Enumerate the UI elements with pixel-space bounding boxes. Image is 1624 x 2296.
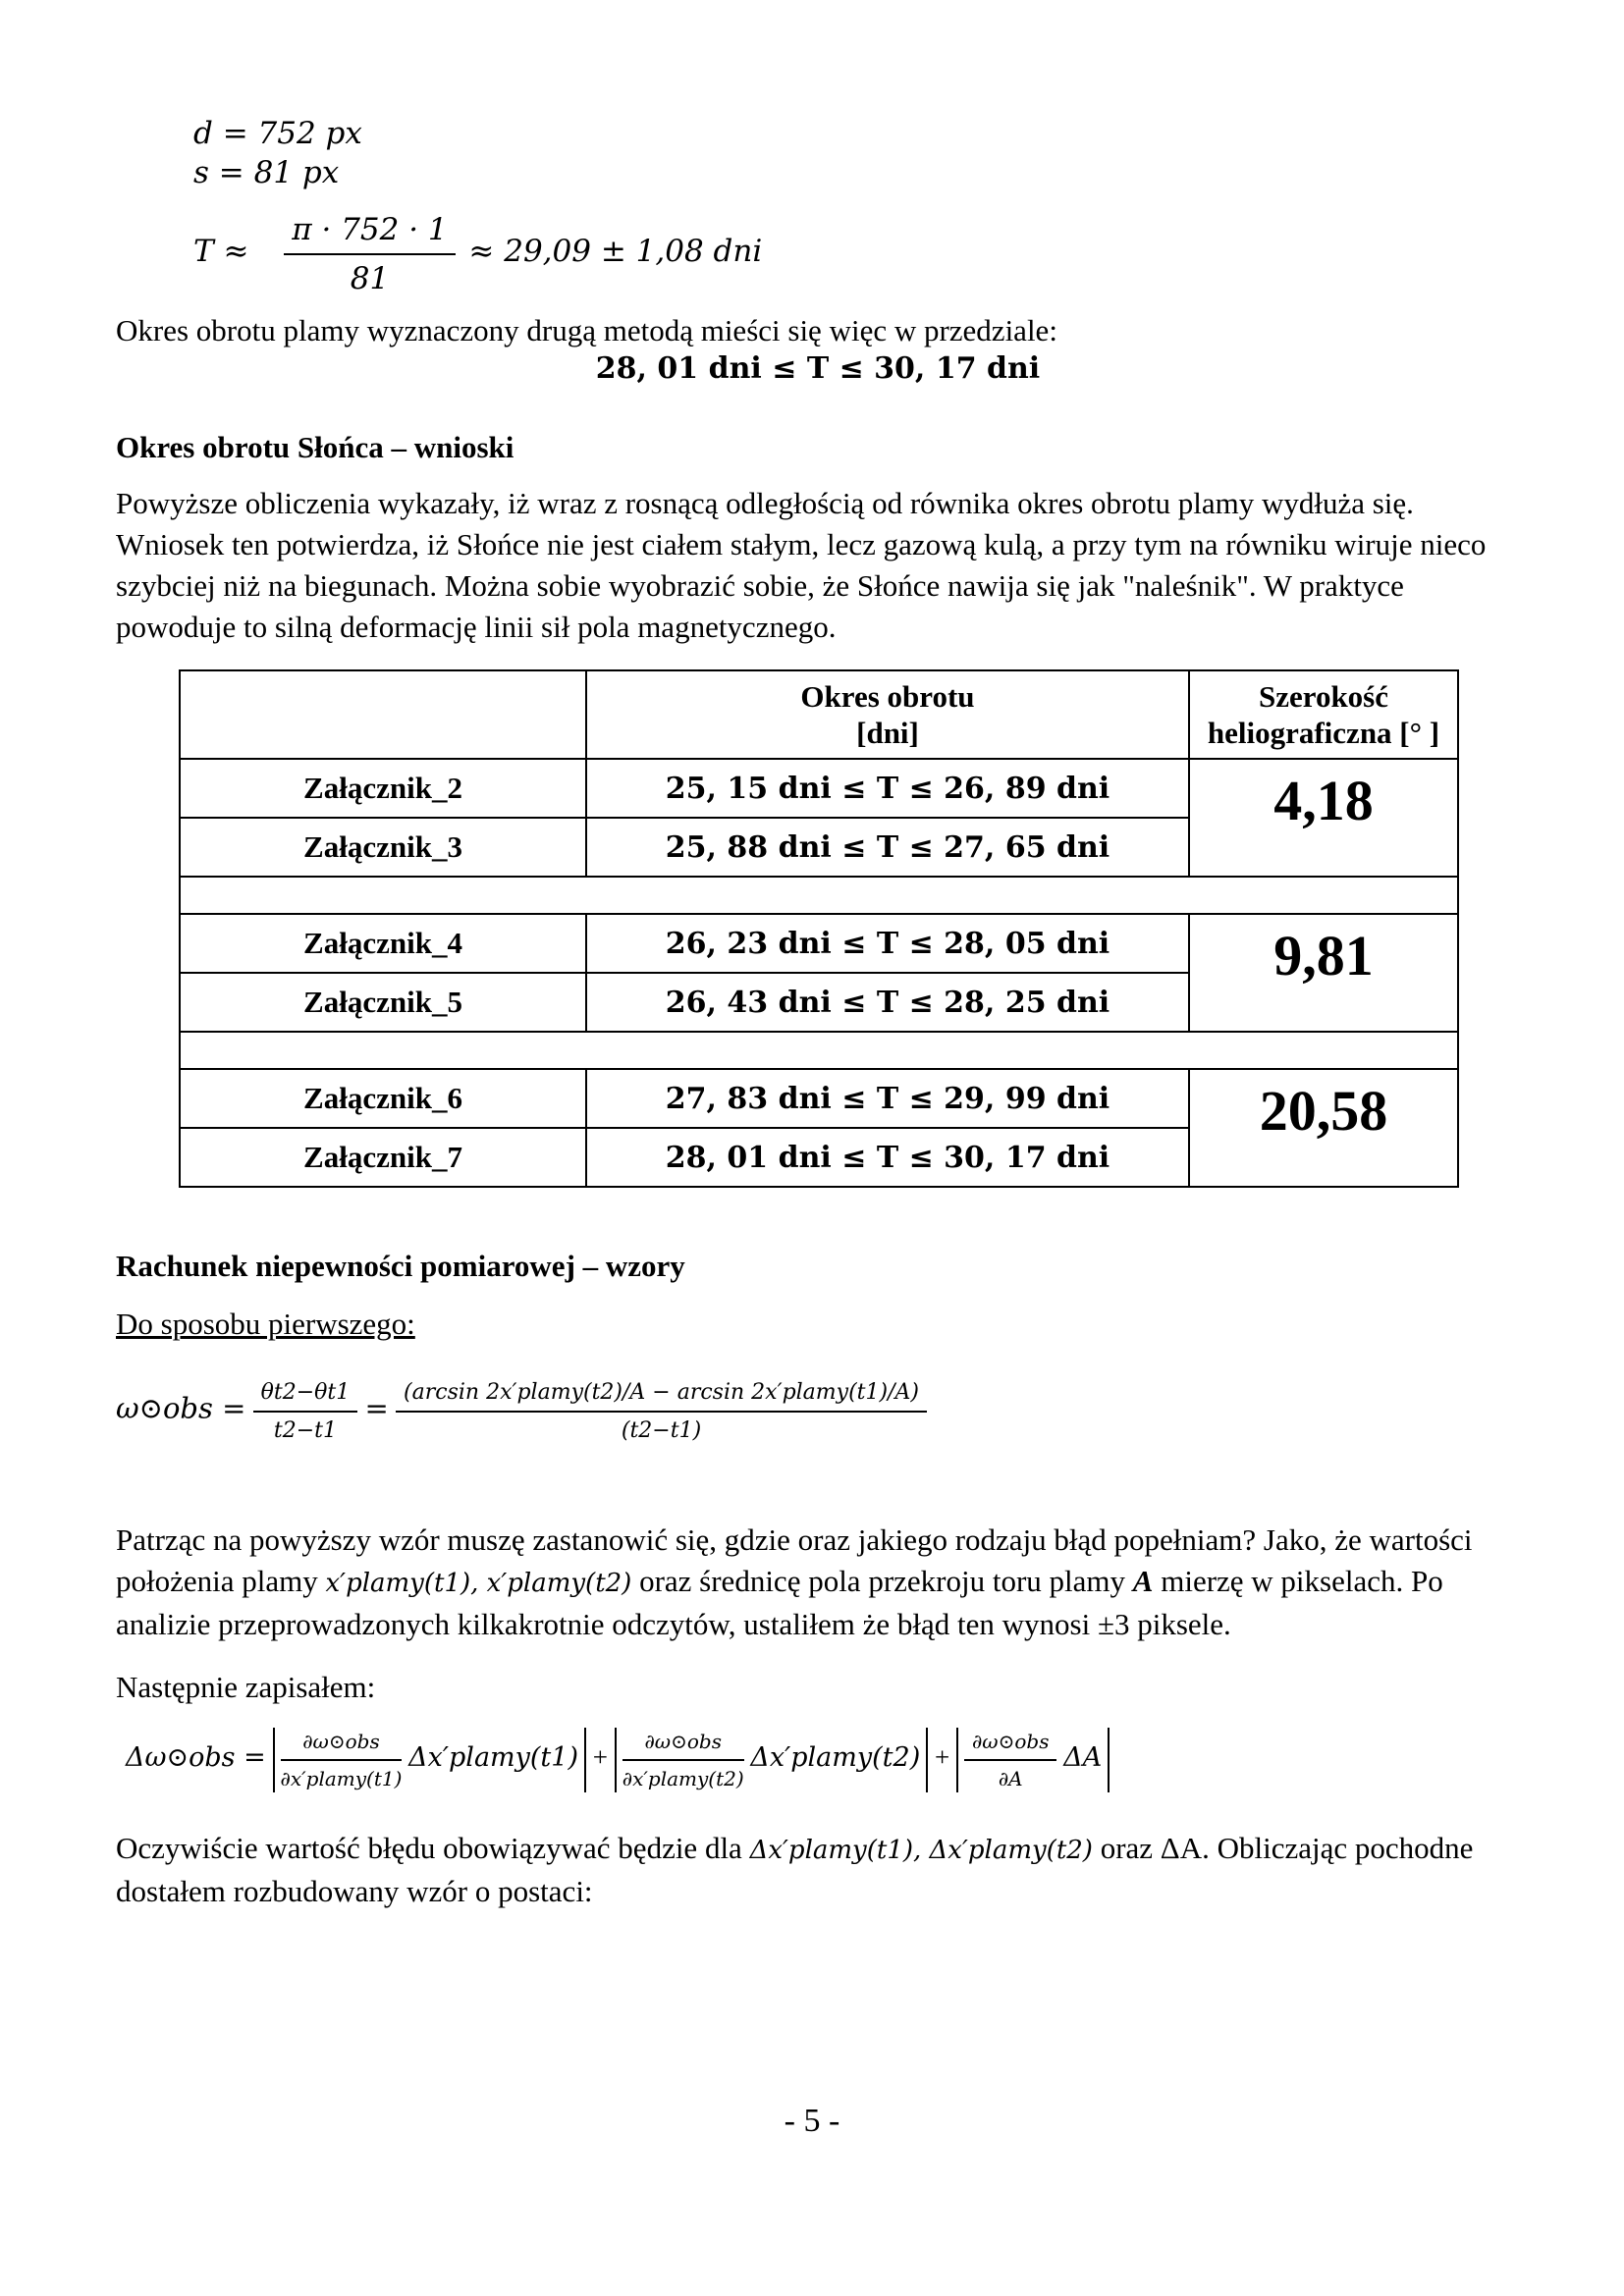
period-result: ≈ 29,09 ± 1,08 dni xyxy=(468,234,763,270)
uncertainty-paragraph-1: Patrząc na powyższy wzór muszę zastanowić się, gdzie oraz jakiego rodzaju błąd popełniam? Jako, że wartości położenia plamy x′plamy(t1), x′plamy(t2) oraz średnicę pola przekroju toru plamy A mierzę w pikselach. Po analizie przeprowadzonych kilkakrotnie odczytów, ustaliłem że błąd ten wynosi ±3 piksele. xyxy=(116,1522,1473,1641)
header-latitude: Szerokość heliograficzna [° ] xyxy=(1189,670,1458,759)
attachment-name: Załącznik_2 xyxy=(180,759,586,818)
interval-result: 28, 01 dni ≤ T ≤ 30, 17 dni xyxy=(595,351,1041,386)
table-spacer-row xyxy=(180,1032,1458,1069)
period-fraction xyxy=(284,212,455,296)
term-1: $\frac{\text{∂ω⊙obs}}{\text{∂x′plamy(t1)}}$ Δx′plamy(t1) xyxy=(273,1728,587,1792)
period-range: 26, 23 dni ≤ T ≤ 28, 05 dni xyxy=(586,914,1189,973)
term-3: $\frac{\text{∂ω⊙obs}}{\partial A}$ ΔA xyxy=(956,1728,1110,1792)
d-equation: d = 752 px xyxy=(193,116,362,151)
table-spacer-row xyxy=(180,877,1458,914)
period-numerator: π · 752 · 1 xyxy=(284,212,455,255)
delta-omega-lhs: Δω⊙obs = xyxy=(126,1742,266,1774)
period-range: 27, 83 dni ≤ T ≤ 29, 99 dni xyxy=(586,1069,1189,1128)
period-range: 25, 15 dni ≤ T ≤ 26, 89 dni xyxy=(586,759,1189,818)
method-subheading: Do sposobu pierwszego: xyxy=(116,1307,415,1341)
section-heading-conclusions: Okres obrotu Słońca – wnioski xyxy=(116,430,514,464)
period-range: 26, 43 dni ≤ T ≤ 28, 25 dni xyxy=(586,973,1189,1032)
period-formula xyxy=(193,212,762,296)
header-period: Okres obrotu [dni] xyxy=(586,670,1189,759)
table-row xyxy=(180,914,1458,973)
latitude-value: 9,81 xyxy=(1189,914,1458,1032)
period-symbol: T ≈ xyxy=(193,234,249,270)
attachment-name: Załącznik_4 xyxy=(180,914,586,973)
rotation-period-table xyxy=(179,669,1459,1188)
period-range: 28, 01 dni ≤ T ≤ 30, 17 dni xyxy=(586,1128,1189,1187)
period-range: 25, 88 dni ≤ T ≤ 27, 65 dni xyxy=(586,818,1189,877)
omega-lhs: ω⊙obs = xyxy=(116,1391,246,1425)
uncertainty-paragraph-3: Oczywiście wartość błędu obowiązywać będzie dla Δx′plamy(t1), Δx′plamy(t2) oraz ΔA. Obliczając pochodne dostałem rozbudowany wzór o postaci: xyxy=(116,1831,1474,1908)
attachment-name: Załącznik_3 xyxy=(180,818,586,877)
section-heading-uncertainty: Rachunek niepewności pomiarowej – wzory xyxy=(116,1249,685,1283)
position-variables: x′plamy(t1), x′plamy(t2) xyxy=(325,1569,632,1598)
table-row xyxy=(180,759,1458,818)
attachment-name: Załącznik_7 xyxy=(180,1128,586,1187)
table-row xyxy=(180,1069,1458,1128)
s-equation: s = 81 px xyxy=(193,155,340,190)
header-empty-cell xyxy=(180,670,586,759)
delta-variables: Δx′plamy(t1), Δx′plamy(t2) xyxy=(749,1836,1093,1865)
uncertainty-paragraph-2: Następnie zapisałem: xyxy=(116,1670,376,1704)
omega-fraction-2: $\frac{\text{(arcsin 2x′plamy(t2)/A − arcsin 2x′plamy(t1)/A)}}{(t2-t1)}$ xyxy=(396,1380,927,1443)
period-denominator: 81 xyxy=(350,261,390,296)
attachment-name: Załącznik_5 xyxy=(180,973,586,1032)
attachment-name: Załącznik_6 xyxy=(180,1069,586,1128)
term-2: $\frac{\text{∂ω⊙obs}}{\text{∂x′plamy(t2)}}$ Δx′plamy(t2) xyxy=(615,1728,929,1792)
latitude-value: 4,18 xyxy=(1189,759,1458,877)
interval-intro: Okres obrotu plamy wyznaczony drugą metodą mieści się więc w przedziale: xyxy=(116,313,1057,347)
table-header-row xyxy=(180,670,1458,759)
omega-fraction-1: $\frac{\theta t2-\theta t1}{t2-t1}$ xyxy=(253,1380,358,1443)
latitude-value: 20,58 xyxy=(1189,1069,1458,1187)
omega-formula: ω⊙obs = $\frac{\theta t2-\theta t1}{t2-t1}$ = $\frac{\text{(arcsin 2x′plamy(t2)/A − arcsin 2x′plamy(t1)/A)}}{(t2-t1)}$ xyxy=(116,1380,927,1443)
conclusions-paragraph: Powyższe obliczenia wykazały, iż wraz z rosnącą odległością od równika okres obrotu plamy wydłuża się. Wniosek ten potwierdza, iż Słońce nie jest ciałem stałym, lecz gazową kulą, a przy tym na równiku wiruje nieco szybciej niż na biegunach. Można sobie wyobrazić sobie, że Słońce nawija się jak "naleśnik". W praktyce powoduje to silną deformację linii sił pola magnetycznego. xyxy=(116,486,1487,644)
page-number: - 5 - xyxy=(784,2103,840,2139)
uncertainty-formula: Δω⊙obs = $\frac{\text{∂ω⊙obs}}{\text{∂x′plamy(t1)}}$ Δx′plamy(t1) + $\frac{\text{∂ω⊙obs}}{\text{∂x′plamy(t2)}}$ Δx′plamy(t2) + $\frac{\text{∂ω⊙obs}}{\partial A}$ ΔA xyxy=(126,1728,1110,1792)
